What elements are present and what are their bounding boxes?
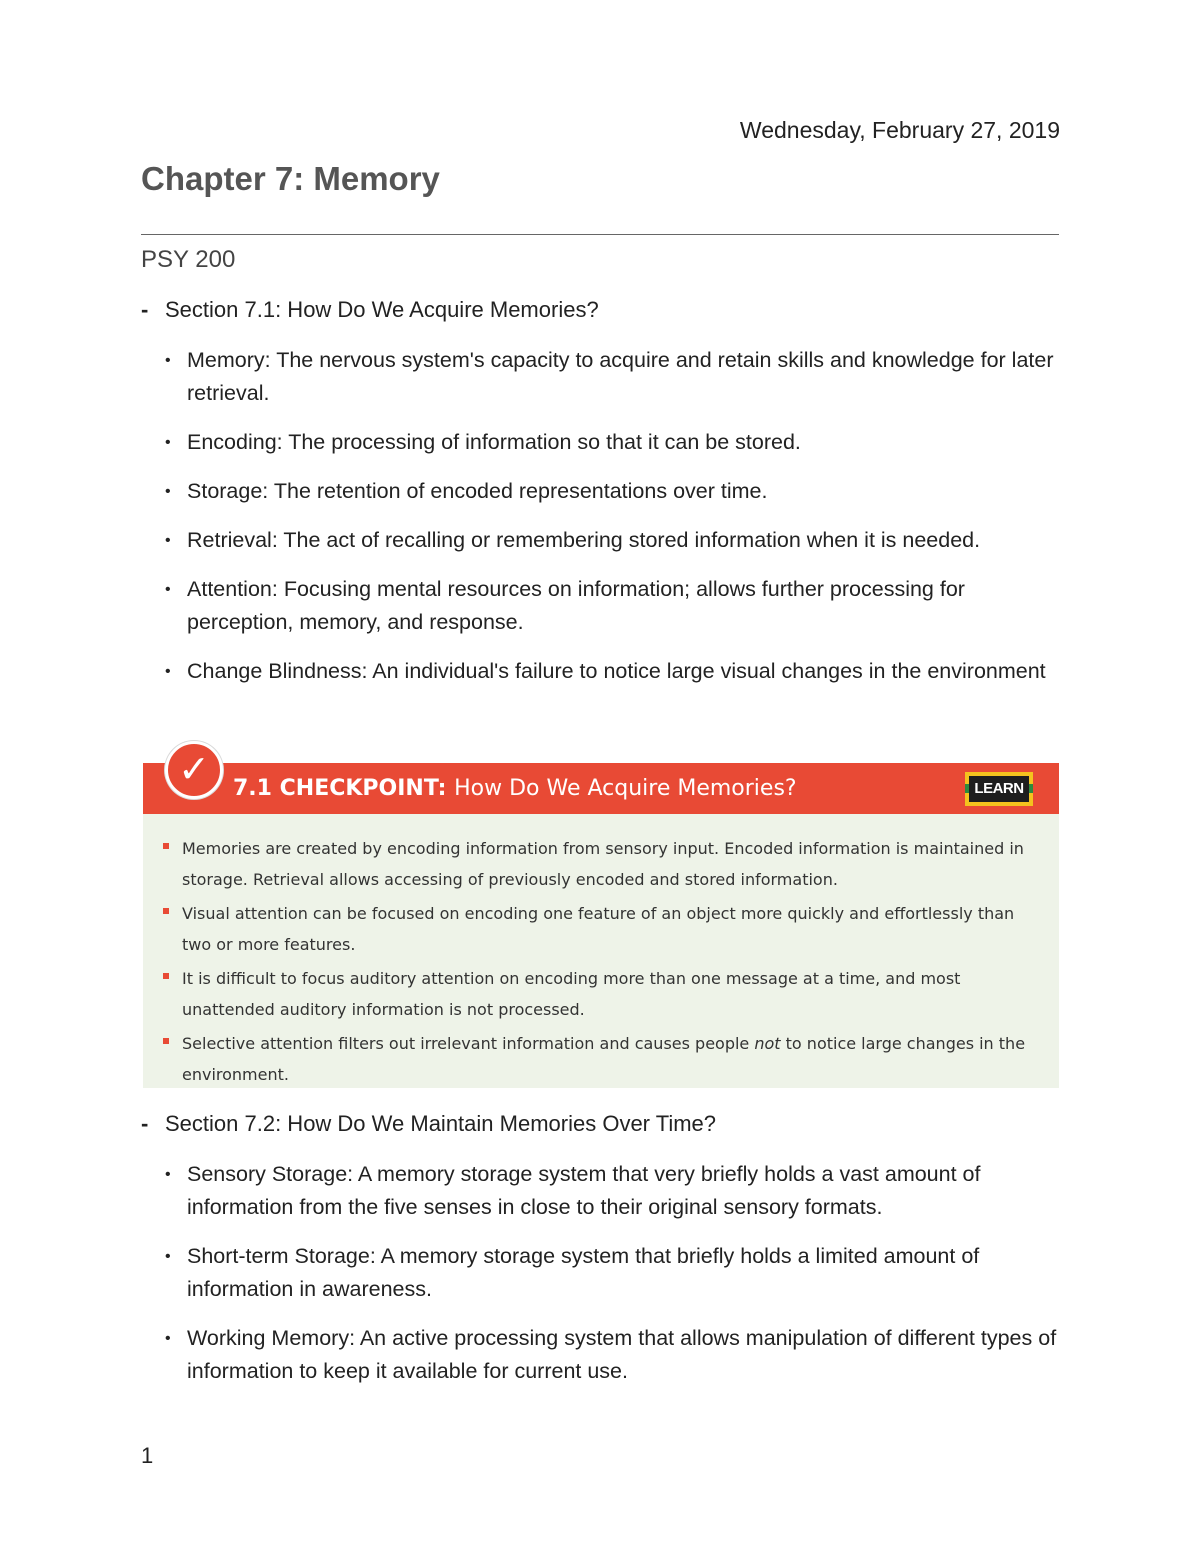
list-item: • Storage: The retention of encoded representations over time.	[165, 475, 1065, 508]
bullet-icon: •	[165, 1166, 171, 1183]
list-item: • Sensory Storage: A memory storage system that very briefly holds a vast amount of information from the five senses in close to their original sensory formats.	[165, 1158, 1065, 1224]
page-number: 1	[141, 1443, 154, 1468]
section-dash: -	[141, 1111, 149, 1136]
checkpoint-item: It is difficult to focus auditory attention on encoding more than one message at a time, and most unattended auditory information is not processed.	[163, 963, 1043, 1025]
list-item: • Short-term Storage: A memory storage system that briefly holds a limited amount of information in awareness.	[165, 1240, 1065, 1306]
list-item: • Memory: The nervous system's capacity to acquire and retain skills and knowledge for later retrieval.	[165, 344, 1065, 410]
square-bullet-icon	[163, 1038, 169, 1044]
title-divider	[141, 234, 1059, 235]
section-7-2-list	[165, 1158, 1065, 1404]
list-item: • Change Blindness: An individual's failure to notice large visual changes in the environment	[165, 655, 1065, 688]
bullet-icon: •	[165, 581, 171, 598]
page-title: Chapter 7: Memory	[141, 160, 440, 197]
learn-badge-label: LEARN	[969, 776, 1029, 802]
section-heading-text: Section 7.1: How Do We Acquire Memories?	[165, 297, 599, 322]
list-item: • Working Memory: An active processing system that allows manipulation of different types of information to keep it available for current use.	[165, 1322, 1065, 1388]
checkpoint-item: Visual attention can be focused on encoding one feature of an object more quickly and effortlessly than two or more features.	[163, 898, 1043, 960]
date-label: Wednesday, February 27, 2019	[739, 117, 1060, 143]
course-label: PSY 200	[141, 246, 236, 273]
bullet-icon: •	[165, 663, 171, 680]
checkpoint-header	[143, 763, 1059, 814]
checkpoint-box	[143, 749, 1059, 1088]
bullet-icon: •	[165, 532, 171, 549]
checkpoint-item: Memories are created by encoding information from sensory input. Encoded information is maintained in storage. Retrieval allows accessing of previously encoded and stored information.	[163, 833, 1043, 895]
square-bullet-icon	[163, 973, 169, 979]
learn-badge	[965, 772, 1033, 806]
bullet-icon: •	[165, 352, 171, 369]
checkpoint-item: Selective attention filters out irrelevant information and causes people not to notice large changes in the environment.	[163, 1028, 1043, 1090]
bullet-icon: •	[165, 483, 171, 500]
bullet-icon: •	[165, 434, 171, 451]
square-bullet-icon	[163, 843, 169, 849]
section-7-2-heading	[141, 1111, 716, 1137]
section-heading-text: Section 7.2: How Do We Maintain Memories Over Time?	[165, 1111, 717, 1136]
section-7-1-list	[165, 344, 1065, 704]
checkpoint-title: 7.1 CHECKPOINT: How Do We Acquire Memories?	[233, 776, 797, 801]
bullet-icon: •	[165, 1248, 171, 1265]
list-item: • Encoding: The processing of information so that it can be stored.	[165, 426, 1065, 459]
list-item: • Retrieval: The act of recalling or remembering stored information when it is needed.	[165, 524, 1065, 557]
list-item: • Attention: Focusing mental resources on information; allows further processing for perception, memory, and response.	[165, 573, 1065, 639]
section-7-1-heading	[141, 297, 599, 323]
square-bullet-icon	[163, 908, 169, 914]
checkmark-icon: ✓	[165, 741, 223, 799]
section-dash: -	[141, 297, 149, 322]
bullet-icon: •	[165, 1330, 171, 1347]
checkpoint-list	[163, 833, 1043, 1093]
